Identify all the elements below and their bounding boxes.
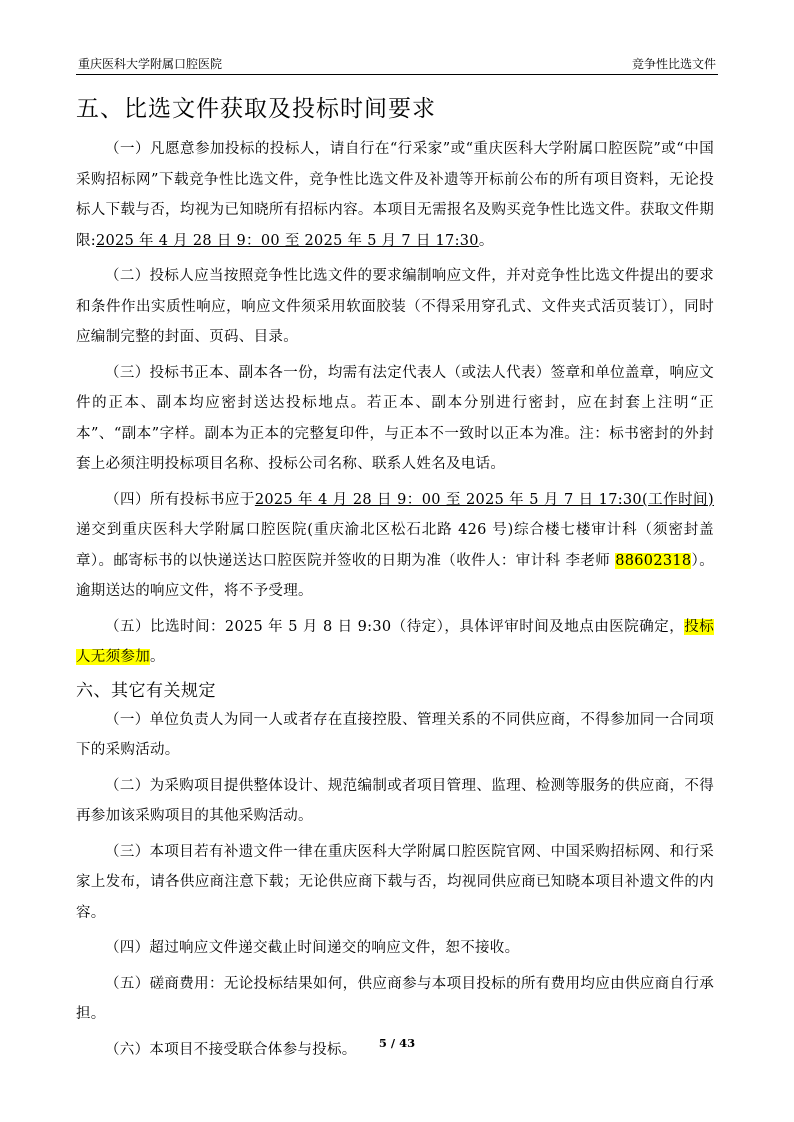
section5-p1-end: 。 bbox=[478, 232, 494, 249]
submission-period: 2025 年 4 月 28 日 9：00 至 2025 年 5 月 7 日 17:30(工作时间) bbox=[254, 491, 714, 508]
document-body bbox=[76, 92, 714, 1070]
section5-paragraph-2: （二）投标人应当按照竞争性比选文件的要求编制响应文件，并对竞争性比选文件提出的要求和条件作出实质性响应，响应文件须采用软面胶装（不得采用穿孔式、文件夹式活页装订），同时应编制完整的封面、页码、目录。 bbox=[76, 268, 714, 345]
section6-paragraph-4: （四）超过响应文件递交截止时间递交的响应文件，恕不接收。 bbox=[105, 940, 520, 956]
section5-p4-body: 递交到重庆医科大学附属口腔医院(重庆渝北区松石北路 426 号)综合楼七楼审计科（须密封盖章）。邮寄标书的以快递送达口腔医院并签收的日期为准（收件人：审计科 李老师 bbox=[76, 522, 714, 569]
header-hospital-name: 重庆医科大学附属口腔医院 bbox=[78, 57, 223, 71]
acquisition-period: 2025 年 4 月 28 日 9：00 至 2025 年 5 月 7 日 17:30 bbox=[96, 232, 479, 249]
section6-paragraph-1: （一）单位负责人为同一人或者存在直接控股、管理关系的不同供应商，不得参加同一合同项下的采购活动。 bbox=[76, 711, 714, 758]
page-number: 5 / 43 bbox=[378, 1036, 416, 1050]
header-document-type: 竞争性比选文件 bbox=[631, 57, 716, 71]
section5-p1-text: （一）凡愿意参加投标的投标人，请自行在“行采家”或“重庆医科大学附属口腔医院”或“中国采购招标网”下载竞争性比选文件，竞争性比选文件及补遗等开标前公布的所有项目资料，无论投标人下载与否，均视为已知晓所有招标内容。本项目无需报名及购买竞争性比选文件。获取文件期限: bbox=[76, 141, 714, 249]
section6-paragraph-3: （三）本项目若有补遗文件一律在重庆医科大学附属口腔医院官网、中国采购招标网、和行采家上发布，请各供应商注意下载；无论供应商下载与否，均视同供应商已知晓本项目补遗文件的内容。 bbox=[76, 843, 714, 921]
section5-p4-end: ）。逾期送达的响应文件，将不予受理。 bbox=[76, 552, 714, 599]
section5-paragraph-1 bbox=[76, 134, 714, 256]
section6-paragraph-5: （五）磋商费用：无论投标结果如何，供应商参与本项目投标的所有费用均应由供应商自行承担。 bbox=[76, 975, 714, 1022]
page-header bbox=[76, 52, 718, 75]
contact-phone: 88602318 bbox=[615, 552, 692, 569]
section6-title: 六、其它有关规定 bbox=[76, 680, 216, 701]
section6-paragraph-6: （六）本项目不接受联合体参与投标。 bbox=[105, 1041, 357, 1058]
section5-paragraph-3: （三）投标书正本、副本各一份，均需有法定代表人（或法人代表）签章和单位盖章，响应文件的正本、副本均应密封送达投标地点。若正本、副本分别进行密封，应在封套上注明“正本”、“副本”字样。副本为正本的完整复印件，与正本不一致时以正本为准。注：标书密封的外封套上必须注明投标项目名称、投标公司名称、联系人姓名及电话。 bbox=[76, 364, 714, 472]
section5-p5-text: （五）比选时间：2025 年 5 月 8 日 9:30（待定），具体评审时间及地点由医院确定， bbox=[105, 618, 685, 635]
section5-p4-lead: （四）所有投标书应于 bbox=[105, 491, 255, 508]
section5-p5-end: 。 bbox=[150, 649, 165, 665]
no-attendance-note: 投标人无须参加 bbox=[76, 618, 714, 665]
section6-paragraph-2: （二）为采购项目提供整体设计、规范编制或者项目管理、监理、检测等服务的供应商，不得再参加该采购项目的其他采购活动。 bbox=[76, 777, 714, 824]
section5-title: 五、比选文件获取及投标时间要求 bbox=[76, 96, 436, 122]
section5-paragraph-4 bbox=[76, 485, 714, 607]
section5-paragraph-5 bbox=[76, 612, 714, 673]
